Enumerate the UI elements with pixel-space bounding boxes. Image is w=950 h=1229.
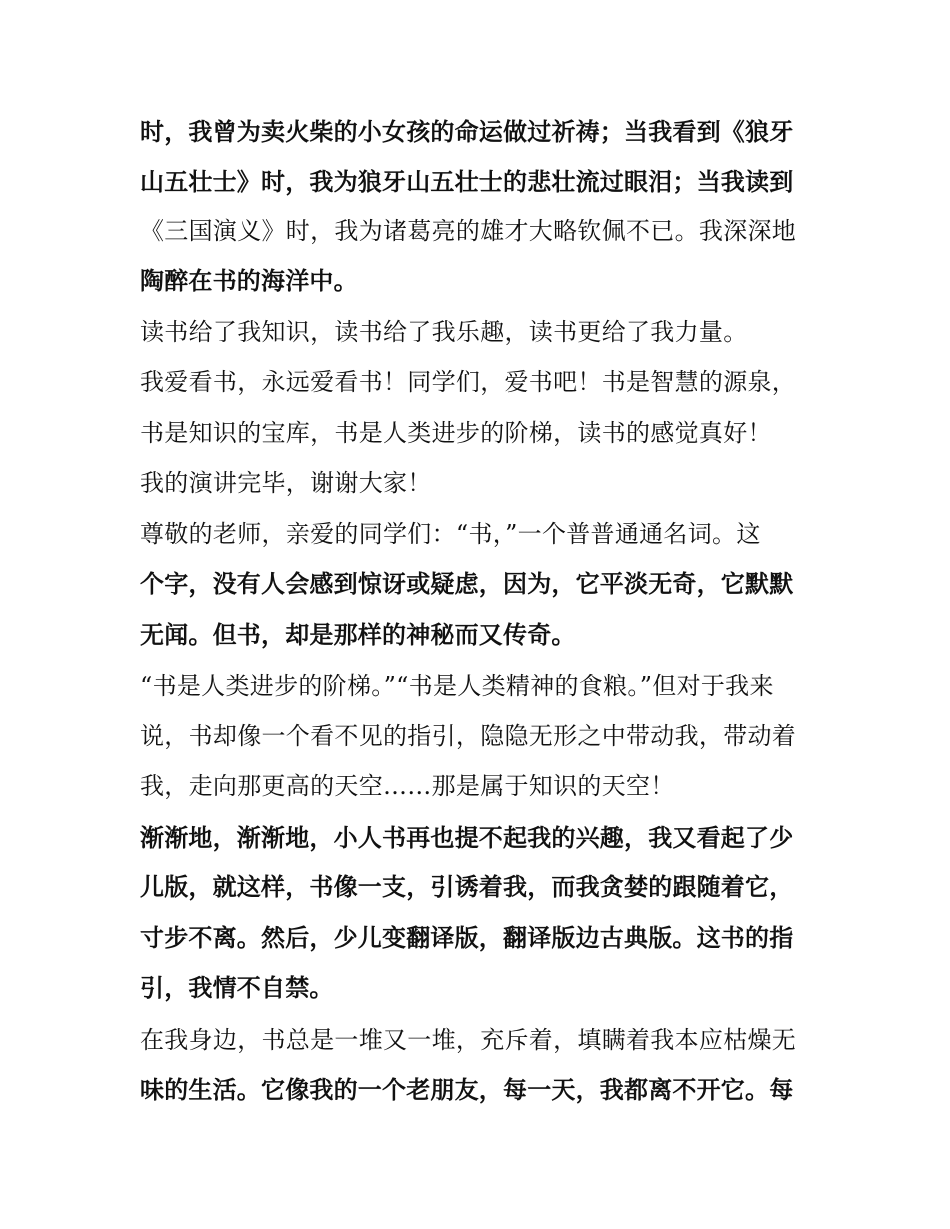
text-line-16: 儿版，就这样，书像一支，引诱着我，而我贪婪的跟随着它， — [140, 873, 794, 901]
text-line-4: 陶醉在书的海洋中。 — [140, 267, 358, 295]
text-line-9: 尊敬的老师，亲爱的同学们：“书，”一个普普通通名词。这 — [140, 520, 761, 548]
text-line-17: 寸步不离。然后，少儿变翻译版，翻译版边古典版。这书的指 — [140, 924, 794, 952]
text-line-7: 书是知识的宝库，书是人类进步的阶梯，读书的感觉真好！ — [140, 419, 772, 447]
text-line-19: 在我身边，书总是一堆又一堆，充斥着，填瞒着我本应枯燥无 — [140, 1026, 797, 1054]
text-line-5: 读书给了我知识，读书给了我乐趣，读书更给了我力量。 — [140, 318, 748, 346]
text-line-14: 我，走向那更高的天空……那是属于知识的天空！ — [140, 772, 675, 800]
text-line-6: 我爱看书，永远爱看书！同学们，爱书吧！书是智慧的源泉， — [140, 368, 797, 396]
text-line-12: “书是人类进步的阶梯。”“书是人类精神的食粮。”但对于我来 — [140, 672, 774, 700]
text-line-3: 《三国演义》时，我为诸葛亮的雄才大略钦佩不已。我深深地 — [140, 217, 797, 245]
text-line-1: 时，我曾为卖火柴的小女孩的命运做过祈祷；当我看到《狼牙 — [140, 118, 794, 146]
text-line-13: 说，书却像一个看不见的指引，隐隐无形之中带动我，带动着 — [140, 722, 797, 750]
text-line-18: 引，我情不自禁。 — [140, 974, 334, 1002]
text-line-10: 个字，没有人会感到惊讶或疑虑，因为，它平淡无奇，它默默 — [140, 570, 794, 598]
text-line-8: 我的演讲完毕，谢谢大家！ — [140, 469, 432, 497]
text-line-15: 渐渐地，渐渐地，小人书再也提不起我的兴趣，我又看起了少 — [140, 824, 794, 852]
text-line-11: 无闻。但书，却是那样的神秘而又传奇。 — [140, 621, 576, 649]
text-line-20: 味的生活。它像我的一个老朋友，每一天，我都离不开它。每 — [140, 1076, 794, 1104]
text-line-2: 山五壮士》时，我为狼牙山五壮士的悲壮流过眼泪；当我读到 — [140, 168, 794, 196]
